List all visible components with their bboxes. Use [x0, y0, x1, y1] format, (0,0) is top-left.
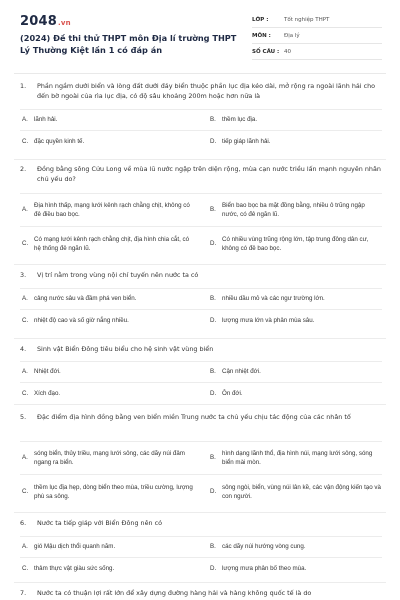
question-divider: [14, 404, 386, 405]
option-text: thềm lục địa.: [222, 116, 258, 124]
option-letter: C.: [22, 390, 29, 398]
option-text: Có nhiều vùng trũng rộng lớn, tập trung đông dân cư, không có đê bao bọc.: [222, 235, 369, 252]
question-text: [20, 518, 382, 528]
option-a[interactable]: [20, 443, 194, 473]
question-prompt: Sinh vật Biển Đông tiêu biểu cho hệ sinh vật vùng biển: [37, 345, 214, 353]
meta-label: SỐ CÂU :: [252, 48, 280, 55]
question-text: [20, 270, 382, 280]
option-text: nhiều dầu mỏ và các ngư trường lớn.: [222, 295, 325, 303]
option-d[interactable]: [208, 477, 382, 507]
option-text: tiếp giáp lãnh hải.: [222, 138, 271, 146]
question-text: [20, 412, 382, 422]
meta-class: [252, 12, 382, 28]
option-letter: D.: [210, 488, 217, 496]
option-text: Xích đạo.: [34, 390, 61, 398]
question-text: [20, 344, 382, 354]
question-prompt: Phần ngầm dưới biển và lòng đất dưới đáy biển thuộc phần lục địa kéo dài, mở rộng ra ngoài lãnh hải cho đến bờ ngoài của rìa lục địa, có độ sâu khoảng 200m hoặc hơn nữa là: [37, 82, 376, 100]
question-text: [20, 81, 382, 101]
option-c[interactable]: [20, 477, 194, 507]
question-divider: [14, 512, 386, 513]
option-letter: C.: [22, 138, 29, 146]
option-c[interactable]: [20, 559, 194, 579]
option-text: Biển bao bọc ba mặt đồng bằng, nhiều ô trũng ngập nước, có đê ngăn lũ.: [222, 201, 365, 218]
question-divider: [14, 264, 386, 265]
question-text: [20, 588, 382, 598]
option-c[interactable]: [20, 229, 194, 259]
option-b[interactable]: [208, 443, 382, 473]
option-text: lượng mưa lớn và phân mùa sâu.: [222, 317, 315, 325]
option-letter: B.: [210, 116, 216, 124]
option-text: nhiệt độ cao và số giờ nắng nhiều.: [34, 317, 129, 325]
option-letter: A.: [22, 295, 28, 303]
option-b[interactable]: [208, 362, 382, 382]
option-b[interactable]: [208, 537, 382, 557]
option-text: Địa hình thấp, mạng lưới kênh rạch chằng chịt, không có đê điều bao bọc.: [34, 201, 190, 218]
option-letter: B.: [210, 368, 216, 376]
option-letter: A.: [22, 206, 28, 214]
brand-suffix: .vn: [57, 19, 71, 27]
option-d[interactable]: [208, 311, 382, 331]
option-text: các dãy núi hướng vòng cung.: [222, 543, 306, 551]
option-d[interactable]: [208, 384, 382, 404]
option-letter: C.: [22, 317, 29, 325]
option-letter: D.: [210, 565, 217, 573]
question-number: 1.: [20, 82, 27, 90]
question-text: [20, 164, 382, 184]
option-letter: D.: [210, 138, 217, 146]
option-a[interactable]: [20, 195, 194, 225]
document-meta: [252, 12, 382, 60]
option-text: sông ngòi, biển, vùng núi lân kề, các vận động kiến tạo và con người.: [222, 483, 381, 500]
question-number: 4.: [20, 345, 27, 353]
option-letter: B.: [210, 454, 216, 462]
meta-value: Tốt nghiệp THPT: [284, 16, 330, 23]
question-5: [20, 412, 382, 422]
option-letter: A.: [22, 454, 28, 462]
question-3: [20, 270, 382, 280]
option-text: Ôn đới.: [222, 390, 243, 398]
question-prompt: Vị trí nằm trong vùng nội chí tuyến nên nước ta có: [37, 271, 199, 279]
option-b[interactable]: [208, 289, 382, 309]
question-divider: [14, 159, 386, 160]
question-1: [20, 81, 382, 101]
header-divider: [14, 73, 386, 74]
option-d[interactable]: [208, 229, 382, 259]
question-prompt: Đặc điểm địa hình đồng bằng ven biển miền Trung nước ta chủ yếu chịu tác động của các nhân tố: [37, 413, 351, 421]
option-text: thảm thực vật giàu sức sống.: [34, 565, 115, 573]
option-letter: D.: [210, 317, 217, 325]
option-letter: B.: [210, 206, 216, 214]
question-prompt: Đồng bằng sông Cửu Long về mùa lũ nước ngập trên diện rộng, mùa cạn nước triều lấn mạnh nguyên nhân chủ yếu do?: [37, 165, 381, 183]
question-prompt: Nước ta có thuận lợi rất lớn để xây dựng đường hàng hải và hàng không quốc tế là do: [37, 589, 312, 597]
option-text: Nhiệt đới.: [34, 368, 61, 376]
question-number: 2.: [20, 165, 27, 173]
question-number: 3.: [20, 271, 27, 279]
option-text: hình dạng lãnh thổ, địa hình núi, mạng lưới sông, sóng biển mài mòn.: [222, 449, 373, 466]
question-divider: [14, 582, 386, 583]
document-title: (2024) Đề thi thử THPT môn Địa lí trường THPT Lý Thường Kiệt lần 1 có đáp án: [20, 33, 237, 55]
meta-subject: [252, 28, 382, 44]
option-a[interactable]: [20, 362, 194, 382]
option-d[interactable]: [208, 559, 382, 579]
question-number: 7.: [20, 589, 27, 597]
option-letter: D.: [210, 240, 217, 248]
option-text: Cận nhiệt đới.: [222, 368, 261, 376]
option-d[interactable]: [208, 132, 382, 152]
question-prompt: Nước ta tiếp giáp với Biển Đông nên có: [37, 519, 163, 527]
option-letter: B.: [210, 295, 216, 303]
document-header: [0, 0, 400, 68]
option-c[interactable]: [20, 311, 194, 331]
option-a[interactable]: [20, 289, 194, 309]
site-logo[interactable]: [20, 14, 71, 29]
question-number: 6.: [20, 519, 27, 527]
question-6: [20, 518, 382, 528]
question-divider: [14, 338, 386, 339]
meta-question-count: [252, 44, 382, 60]
option-letter: A.: [22, 368, 28, 376]
option-letter: A.: [22, 543, 28, 551]
option-text: Có mạng lưới kênh rạch chằng chịt, địa hình chia cắt, có hệ thống đê ngăn lũ.: [34, 235, 190, 252]
option-letter: C.: [22, 488, 29, 496]
meta-label: MÔN :: [252, 32, 271, 39]
option-text: thềm lục địa hẹp, dòng biển theo mùa, triều cường, lượng phù sa sông.: [34, 483, 193, 500]
meta-value: Địa lý: [284, 32, 300, 39]
option-letter: C.: [22, 565, 29, 573]
option-text: lượng mưa phân bố theo mùa.: [222, 565, 307, 573]
question-number: 5.: [20, 413, 27, 421]
meta-label: LỚP :: [252, 16, 269, 23]
option-letter: C.: [22, 240, 29, 248]
option-a[interactable]: [20, 110, 194, 130]
option-letter: B.: [210, 543, 216, 551]
question-2: [20, 164, 382, 184]
question-7: [20, 588, 382, 598]
option-letter: D.: [210, 390, 217, 398]
option-text: lãnh hải.: [34, 116, 58, 124]
option-letter: A.: [22, 116, 28, 124]
question-4: [20, 344, 382, 354]
option-a[interactable]: [20, 537, 194, 557]
option-text: sóng biển, thủy triều, mạng lưới sông, các dãy núi đâm ngang ra biển.: [34, 449, 185, 466]
option-text: đặc quyền kinh tế.: [34, 138, 85, 146]
option-text: cảng nước sâu và đầm phá ven biển.: [34, 295, 137, 303]
option-text: gió Mậu dịch thổi quanh năm.: [34, 543, 116, 551]
option-c[interactable]: [20, 384, 194, 404]
option-b[interactable]: [208, 195, 382, 225]
brand-name: 2048: [20, 14, 57, 29]
option-c[interactable]: [20, 132, 194, 152]
option-b[interactable]: [208, 110, 382, 130]
meta-value: 40: [284, 48, 291, 55]
